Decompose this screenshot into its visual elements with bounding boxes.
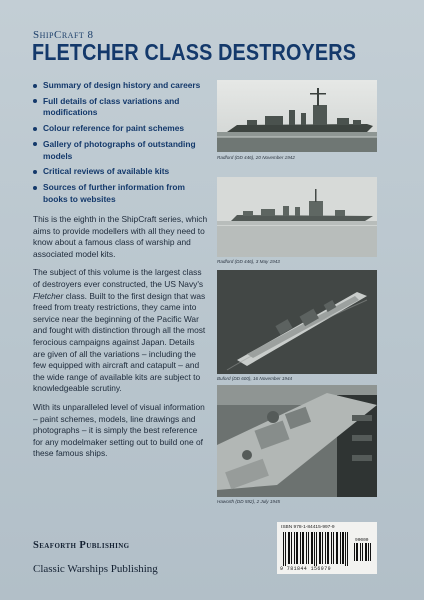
ship-photo-1 xyxy=(217,80,377,152)
feature-item: Sources of further information from books to websites xyxy=(33,182,208,205)
barcode xyxy=(277,522,377,574)
publisher-name: Seaforth Publishing xyxy=(33,540,130,551)
blurb-paragraph-3: With its unparalleled level of visual information – paint schemes, models, line drawings and photographs – it is simply the best reference for any modelmaker setting out to build one of these famous ships. xyxy=(33,401,205,459)
blurb-paragraph-1: This is the eighth in the ShipCraft series, which aims to provide modellers with all they need to know about a famous class of warship and associated model kits. xyxy=(33,214,208,259)
blurb-text: class. Built to the first design that was freed from treaty restrictions, they came into service near the beginning of the Pacific War and fought with distinction through all the most ferocious campaigns against Japan. Details are given of all the variations – including the few equipped with aircraft and catapult – and the wide range of available kits are subject to knowledgeable scrutiny. xyxy=(33,290,206,394)
feature-list xyxy=(33,80,208,209)
price-code: 90000 xyxy=(355,538,369,543)
ship-photo-3 xyxy=(217,270,377,374)
ship-photo-2 xyxy=(217,177,377,257)
feature-item: Critical reviews of available kits xyxy=(33,166,208,178)
blurb-text: The subject of this volume is the largest class of destroyers ever constructed, the US Navy's xyxy=(33,267,204,289)
blurb-paragraph-2 xyxy=(33,267,208,395)
class-name: Fletcher xyxy=(33,290,64,301)
barcode-digits: 9 781844 156979 xyxy=(280,566,332,572)
price-barcode xyxy=(353,536,373,562)
isbn-label: ISBN 978-1-84415-997-9 xyxy=(281,525,335,530)
series-label: ShipCraft 8 xyxy=(33,29,94,41)
photo-caption-4: Haworth (DD 592), 2 July 1945 xyxy=(217,499,281,504)
photo-caption-3: Buford (DD 600), 16 November 1944 xyxy=(217,376,293,381)
photo-caption-2: Radford (DD 446), 3 May 1943 xyxy=(217,259,280,264)
publisher-imprint: Classic Warships Publishing xyxy=(33,563,158,575)
feature-item: Summary of design history and careers xyxy=(33,80,208,92)
feature-item: Gallery of photographs of outstanding models xyxy=(33,139,208,162)
ship-photo-4 xyxy=(217,385,377,497)
blurb xyxy=(33,214,208,467)
feature-item: Colour reference for paint schemes xyxy=(33,123,208,135)
feature-item: Full details of class variations and modifications xyxy=(33,96,208,119)
photo-caption-1: Radford (DD 446), 20 November 1942 xyxy=(217,155,295,160)
book-title: FLETCHER CLASS DESTROYERS xyxy=(32,39,357,65)
barcode-bars xyxy=(283,532,349,566)
